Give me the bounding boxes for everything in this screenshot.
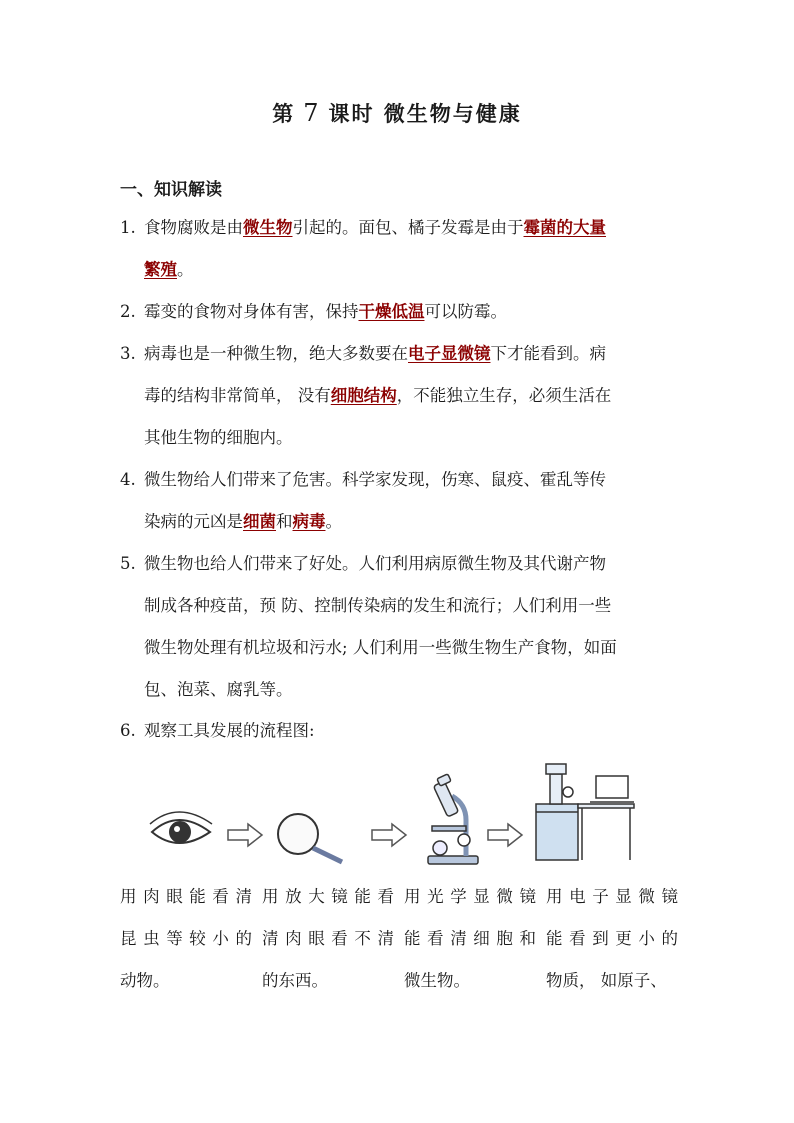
item-line <box>144 291 680 333</box>
item-text: 微生物也给人们带来了好处。人们利用病原微生物及其代谢产物 <box>144 554 606 573</box>
title-suffix: 课时 微生物与健康 <box>328 102 522 126</box>
description-line: 昆虫等较小的 <box>120 929 252 948</box>
knowledge-item-4 <box>120 459 680 543</box>
item-line <box>144 333 680 375</box>
item-line <box>144 249 680 291</box>
key-term: 繁殖 <box>144 260 177 279</box>
tool-description-4 <box>546 876 678 1002</box>
item-body <box>144 291 680 333</box>
item-line <box>144 669 680 711</box>
tool-flowchart <box>120 760 680 870</box>
key-term: 细菌 <box>243 512 276 531</box>
item-number: 6. <box>120 721 136 740</box>
arrow-1 <box>228 824 262 846</box>
item-line <box>144 710 680 752</box>
description-line: 动物。 <box>120 971 170 990</box>
key-term: 干燥低温 <box>358 302 425 321</box>
section-heading: 一、知识解读 <box>120 180 222 200</box>
description-line: 能看到更小的 <box>546 929 678 948</box>
tool-description-3 <box>404 876 536 1002</box>
item-text: 食物腐败是由 <box>144 218 243 237</box>
knowledge-item-6 <box>120 710 680 752</box>
knowledge-item-1 <box>120 207 680 291</box>
flowchart-svg <box>120 760 680 870</box>
eye-icon <box>150 812 212 843</box>
key-term: 细胞结构 <box>330 386 397 405</box>
item-text: 可以防霉。 <box>424 302 507 321</box>
arrow-3 <box>488 824 522 846</box>
item-text: 微生物处理有机垃圾和污水; 人们利用一些微生物生产食物，如面 <box>144 638 617 657</box>
item-line <box>144 627 680 669</box>
item-body <box>144 207 680 291</box>
item-body <box>144 543 680 711</box>
key-term: 微生物 <box>243 218 293 237</box>
item-text: ，不能独立生存，必须生活在 <box>396 386 612 405</box>
description-line: 能看清细胞和 <box>404 929 536 948</box>
knowledge-item-3 <box>120 333 680 459</box>
key-term: 电子显微镜 <box>408 344 491 363</box>
magnifier-icon <box>278 814 342 862</box>
item-text: 下才能看到。病 <box>490 344 606 363</box>
title-prefix: 第 <box>272 102 296 126</box>
item-body <box>144 333 680 459</box>
item-line <box>144 543 680 585</box>
item-text: 微生物给人们带来了危害。科学家发现，伤寒、鼠疫、霍乱等传 <box>144 470 606 489</box>
item-number: 3. <box>120 344 136 363</box>
item-line <box>144 459 680 501</box>
item-number: 1. <box>120 218 136 237</box>
item-text: 和 <box>276 512 293 531</box>
item-line <box>144 417 680 459</box>
key-term: 病毒 <box>292 512 326 531</box>
description-line: 微生物。 <box>404 971 470 990</box>
item-text: 观察工具发展的流程图: <box>144 721 315 740</box>
item-text: 。 <box>325 512 342 531</box>
electron-microscope-icon <box>536 764 634 860</box>
knowledge-item-5 <box>120 543 680 711</box>
item-body <box>144 459 680 543</box>
item-text: 病毒也是一种微生物，绝大多数要在 <box>144 344 408 363</box>
microscope-icon <box>428 774 478 864</box>
description-line: 清肉眼看不清 <box>262 929 394 948</box>
item-text: 其他生物的细胞内。 <box>144 428 293 447</box>
description-line: 用肉眼能看清 <box>120 887 252 906</box>
description-line: 物质， 如原子、 <box>546 971 667 990</box>
item-line <box>144 501 680 543</box>
item-text: 染病的元凶是 <box>144 512 243 531</box>
description-line: 用光学显微镜 <box>404 887 536 906</box>
description-line: 用放大镜能看 <box>262 887 394 906</box>
item-number: 2. <box>120 302 136 321</box>
item-line <box>144 375 680 417</box>
item-text: 。 <box>177 260 194 279</box>
tool-description-2 <box>262 876 394 1002</box>
description-line: 的东西。 <box>262 971 328 990</box>
key-term: 霉菌的大量 <box>523 218 606 237</box>
title-number: 7 <box>303 99 321 127</box>
item-line <box>144 207 680 249</box>
page-title <box>0 98 794 128</box>
item-body <box>144 710 680 752</box>
description-line: 用电子显微镜 <box>546 887 678 906</box>
item-text: 引起的。面包、橘子发霉是由于 <box>292 218 524 237</box>
item-line <box>144 585 680 627</box>
arrow-2 <box>372 824 406 846</box>
item-number: 5. <box>120 554 136 573</box>
item-text: 毒的结构非常简单， 没有 <box>144 386 331 405</box>
item-number: 4. <box>120 470 136 489</box>
item-text: 霉变的食物对身体有害，保持 <box>144 302 359 321</box>
tool-description-1 <box>120 876 252 1002</box>
knowledge-item-2 <box>120 291 680 333</box>
item-text: 包、泡菜、腐乳等。 <box>144 680 293 699</box>
item-text: 制成各种疫苗，预 防、控制传染病的发生和流行；人们利用一些 <box>144 596 612 615</box>
